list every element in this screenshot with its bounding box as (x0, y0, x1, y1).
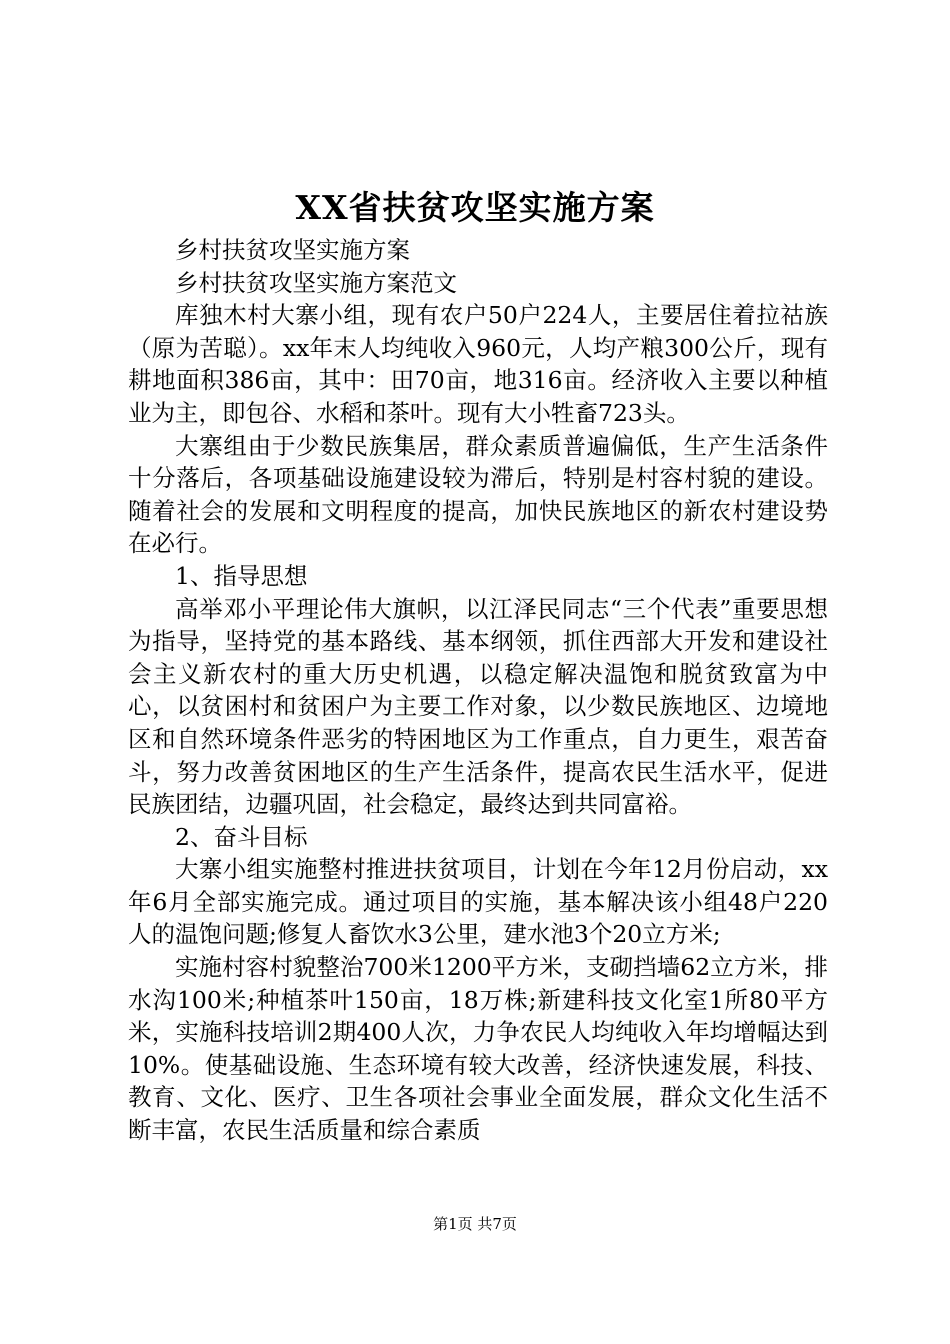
paragraph-project-targets: 实施村容村貌整治700米1200平方米，支砌挡墙62立方米，排水沟100米;种植茶叶150亩，18万株;新建科技文化室1所80平方米，实施科技培训2期400人次，力争农民人均纯收入年均增幅达到10%。使基础设施、生态环境有较大改善，经济快速发展，科技、教育、文化、医疗、卫生各项社会事业全面发展，群众文化生活不断丰富，农民生活质量和综合素质 (128, 953, 828, 1145)
paragraph-project-plan: 大寨小组实施整村推进扶贫项目，计划在今年12月份启动，xx年6月全部实施完成。通过项目的实施，基本解决该小组48户220人的温饱问题;修复人畜饮水3公里，建水池3个20立方米; (128, 855, 828, 949)
page-number-footer: 第1页 共7页 (433, 1215, 517, 1233)
paragraph-guiding-ideology: 高举邓小平理论伟大旗帜，以江泽民同志“三个代表”重要思想为指导，坚持党的基本路线、基本纲领，抓住西部大开发和建设社会主义新农村的重大历史机遇，以稳定解决温饱和脱贫致富为中心，以贫困村和贫困户为主要工作对象，以少数民族地区、边境地区和自然环境条件恶劣的特困地区为工作重点，自力更生，艰苦奋斗，努力改善贫困地区的生产生活条件，提高农民生活水平，促进民族团结，边疆巩固，社会稳定，最终达到共同富裕。 (128, 594, 828, 819)
section-heading-goals: 2、奋斗目标 (175, 822, 308, 851)
paragraph-current-conditions: 大寨组由于少数民族集居，群众素质普遍偏低，生产生活条件十分落后，各项基础设施建设较为滞后，特别是村容村貌的建设。随着社会的发展和文明程度的提高，加快民族地区的新农村建设势在必行。 (128, 431, 828, 558)
paragraph-subtitle-1: 乡村扶贫攻坚实施方案 (175, 236, 410, 264)
document-title: XX省扶贫攻坚实施方案 (295, 188, 655, 227)
paragraph-village-overview: 库独木村大寨小组，现有农户50户224人，主要居住着拉祜族（原为苦聪）。xx年末人均纯收入960元，人均产粮300公斤，现有耕地面积386亩，其中：田70亩，地316亩。经济收入主要以种植业为主，即包谷、水稻和茶叶。现有大小牲畜723头。 (128, 301, 828, 427)
paragraph-subtitle-2: 乡村扶贫攻坚实施方案范文 (175, 268, 457, 297)
section-heading-guiding-ideology: 1、指导思想 (175, 561, 308, 590)
document-body (128, 234, 828, 1147)
